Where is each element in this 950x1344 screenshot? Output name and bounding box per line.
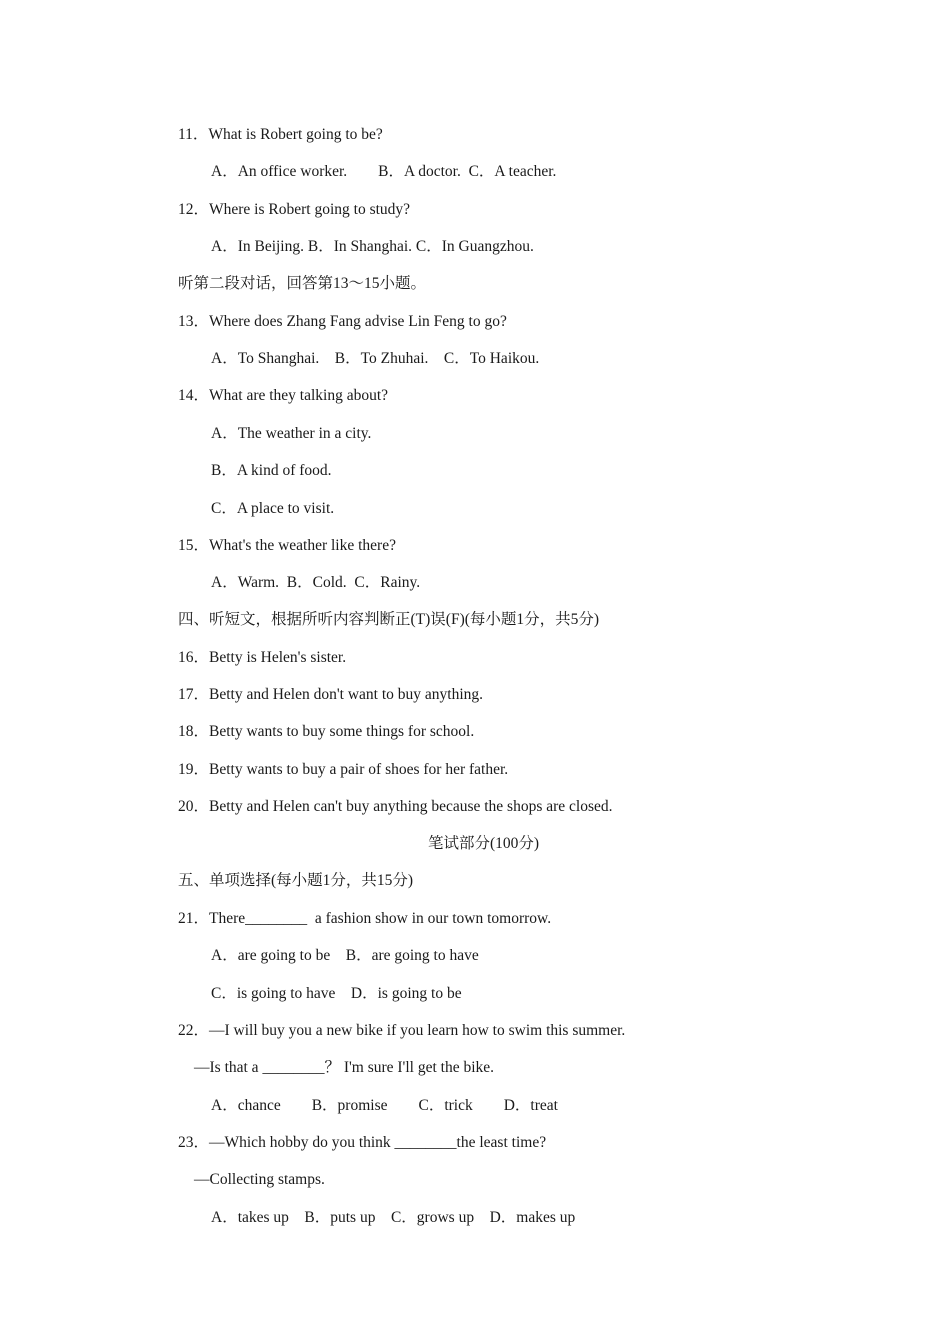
question-19: 19．Betty wants to buy a pair of shoes for her father.	[178, 761, 509, 778]
question-21: 21．There________ a fashion show in our town tomorrow.	[178, 910, 552, 927]
question-11-options: A．An office worker. B．A doctor. C．A teacher.	[211, 163, 557, 180]
question-21-options-cd: C．is going to have D．is going to be	[211, 985, 462, 1002]
question-13: 13．Where does Zhang Fang advise Lin Feng to go?	[178, 313, 507, 330]
question-22-reply: —Is that a ________？ I'm sure I'll get the bike.	[194, 1059, 495, 1076]
question-14-option-a: A．The weather in a city.	[211, 425, 372, 442]
question-13-options: A．To Shanghai. B．To Zhuhai. C．To Haikou.	[211, 350, 540, 367]
question-12-options: A．In Beijing. B．In Shanghai. C．In Guangzhou.	[211, 238, 534, 255]
question-22: 22．—I will buy you a new bike if you learn how to swim this summer.	[178, 1022, 626, 1039]
question-14-option-c: C．A place to visit.	[211, 500, 335, 517]
question-23: 23．—Which hobby do you think ________the least time?	[178, 1134, 547, 1151]
question-14: 14．What are they talking about?	[178, 387, 389, 404]
question-22-options: A．chance B．promise C．trick D．treat	[211, 1097, 558, 1114]
question-20: 20．Betty and Helen can't buy anything because the shops are closed.	[178, 798, 613, 815]
question-15-options: A．Warm. B．Cold. C．Rainy.	[211, 574, 421, 591]
question-14-option-b: B．A kind of food.	[211, 462, 332, 479]
question-12: 12．Where is Robert going to study?	[178, 201, 411, 218]
question-23-options: A．takes up B．puts up C．grows up D．makes up	[211, 1209, 576, 1226]
section-5-heading: 五、单项选择(每小题1分，共15分)	[178, 872, 414, 889]
question-18: 18．Betty wants to buy some things for school.	[178, 723, 475, 740]
question-21-options-ab: A．are going to be B．are going to have	[211, 947, 479, 964]
question-15: 15．What's the weather like there?	[178, 537, 396, 554]
written-part-heading: 笔试部分(100分)	[427, 835, 540, 852]
question-11: 11．What is Robert going to be?	[178, 126, 383, 143]
section-4-heading: 四、听短文，根据所听内容判断正(T)误(F)(每小题1分，共5分)	[178, 611, 600, 628]
question-16: 16．Betty is Helen's sister.	[178, 649, 347, 666]
question-23-reply: —Collecting stamps.	[194, 1171, 325, 1188]
section-instruction-dialogue-2: 听第二段对话，回答第13～15小题。	[178, 275, 427, 292]
question-17: 17．Betty and Helen don't want to buy anything.	[178, 686, 483, 703]
